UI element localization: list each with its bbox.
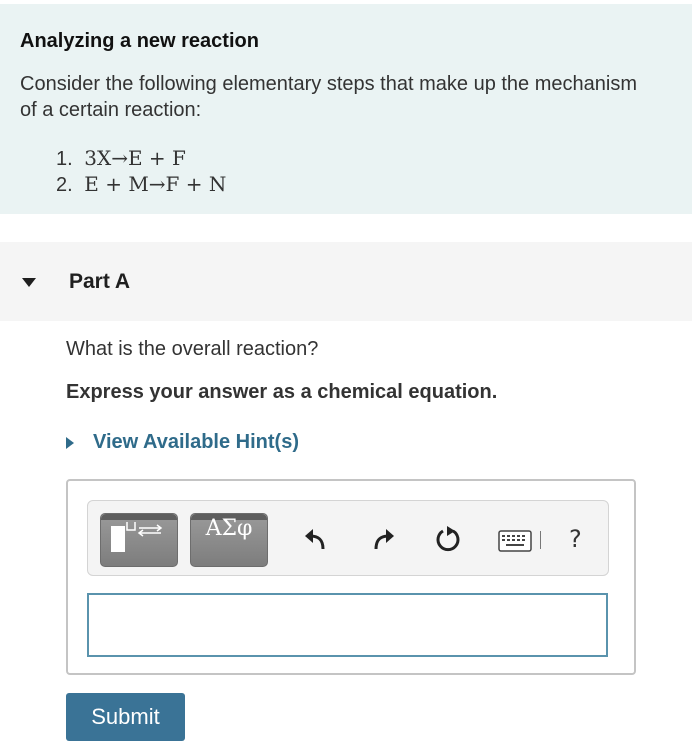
templates-button[interactable] <box>100 513 178 567</box>
instruction-text: Express your answer as a chemical equation. <box>66 381 498 403</box>
step-1 <box>56 146 226 172</box>
reset-button[interactable] <box>433 525 463 555</box>
step-number: 1. <box>56 148 73 170</box>
intro-text-line-1: Consider the following elementary steps that make up the mechanism <box>20 73 637 95</box>
toolbar-separator <box>540 531 541 549</box>
help-button[interactable]: ? <box>569 525 582 553</box>
part-a-header[interactable] <box>0 242 692 321</box>
step-2 <box>56 172 226 198</box>
submit-button[interactable]: Submit <box>66 693 185 741</box>
hint-label: View Available Hint(s) <box>93 431 299 453</box>
answer-box <box>66 479 636 675</box>
redo-button[interactable] <box>368 525 398 555</box>
math-toolbar <box>87 500 609 576</box>
part-title: Part A <box>69 270 131 293</box>
templates-icon <box>109 522 179 560</box>
collapse-caret-icon[interactable] <box>22 278 36 287</box>
question-text: What is the overall reaction? <box>66 338 319 360</box>
step-equation: 3X→E + F <box>84 146 186 170</box>
step-equation: E + M→F + N <box>84 172 227 196</box>
answer-input[interactable] <box>87 593 608 657</box>
undo-icon <box>301 525 331 555</box>
intro-text-line-2: of a certain reaction: <box>20 99 202 121</box>
intro-text <box>20 71 692 123</box>
expand-caret-icon <box>66 437 74 449</box>
greek-symbols-button[interactable] <box>190 513 268 567</box>
greek-label: ΑΣφ <box>205 516 253 541</box>
intro-title: Analyzing a new reaction <box>20 30 259 52</box>
undo-button[interactable] <box>301 525 331 555</box>
reset-icon <box>433 525 463 555</box>
mechanism-steps <box>56 146 226 198</box>
step-number: 2. <box>56 174 73 196</box>
redo-icon <box>368 525 398 555</box>
keyboard-icon[interactable] <box>498 530 532 552</box>
intro-panel <box>0 4 692 214</box>
